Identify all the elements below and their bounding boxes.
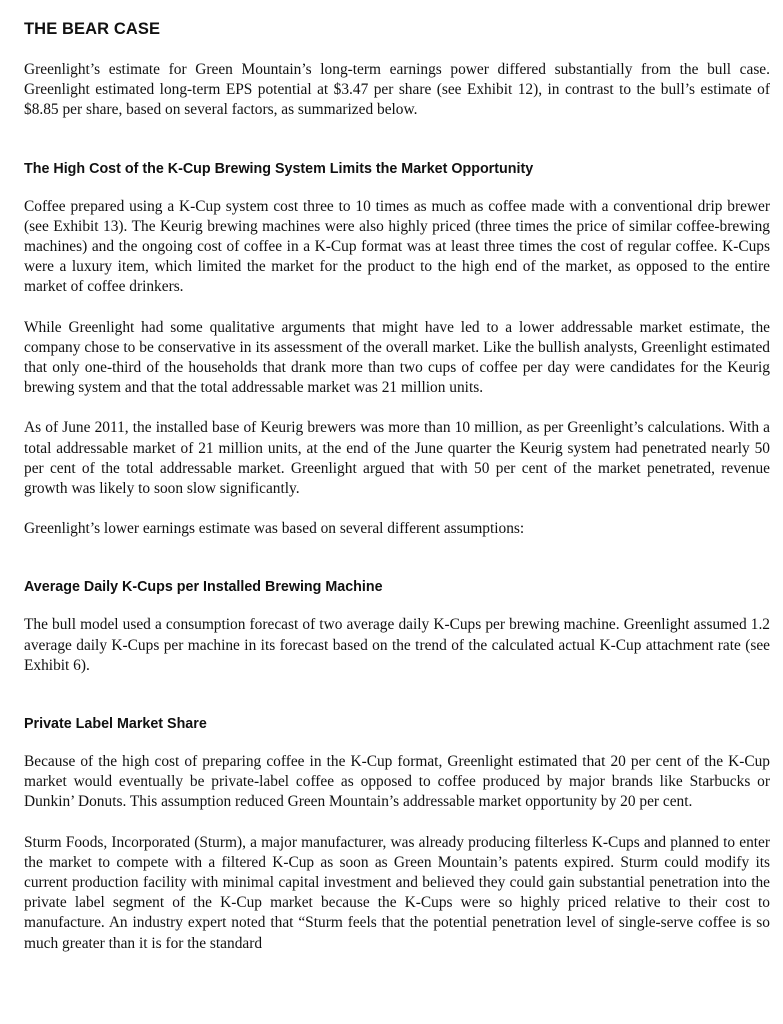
document-page	[24, 18, 770, 954]
body-paragraph: Coffee prepared using a K-Cup system cost three to 10 times as much as coffee made with a conventional drip brewer (see Exhibit 13). The Keurig brewing machines were also highly priced (three times the price of similar coffee-brewing machines) and the ongoing cost of coffee in a K-Cup format was at least three times the cost of regular coffee. K-Cups were a luxury item, which limited the market for the product to the high end of the market, as opposed to the entire market of coffee drinkers.	[24, 197, 770, 296]
intro-paragraph: Greenlight’s estimate for Green Mountain’s long-term earnings power differed substantially from the bull case. Greenlight estimated long-term EPS potential at $3.47 per share (see Exhibit 12), in contrast to the bull’s estimate of $8.85 per share, based on several factors, as summarized below.	[24, 61, 770, 119]
body-paragraph: Sturm Foods, Incorporated (Sturm), a major manufacturer, was already producing filterless K-Cups and planned to enter the market to compete with a filtered K-Cup as soon as Green Mountain’s patents expired. Sturm could modify its current production facility with minimal capital investment and believed they could gain substantial penetration into the private label segment of the K-Cup market because the K-Cups were so highly priced relative to their cost to manufacture. An industry expert noted that “Sturm feels that the potential penetration level of single-serve coffee is so much greater than it is for the standard	[24, 833, 770, 952]
section-heading-average-daily-kcups: Average Daily K-Cups per Installed Brewing Machine	[24, 579, 383, 596]
body-paragraph: The bull model used a consumption forecast of two average daily K-Cups per brewing machine. Greenlight assumed 1.2 average daily K-Cups per machine in its forecast based on the trend of the calculated actual K-Cup attachment rate (see Exhibit 6).	[24, 616, 770, 674]
page-title: THE BEAR CASE	[24, 20, 161, 38]
section-heading-high-cost: The High Cost of the K-Cup Brewing System Limits the Market Opportunity	[24, 160, 534, 177]
body-paragraph: As of June 2011, the installed base of Keurig brewers was more than 10 million, as per Greenlight’s calculations. With a total addressable market of 21 million units, at the end of the June quarter the Keurig system had penetrated nearly 50 per cent of the total addressable market. Greenlight argued that with 50 per cent of the market penetrated, revenue growth was likely to soon slow significantly.	[24, 419, 770, 498]
section-heading-private-label: Private Label Market Share	[24, 716, 207, 733]
body-paragraph: While Greenlight had some qualitative arguments that might have led to a lower addressable market estimate, the company chose to be conservative in its assessment of the overall market. Like the bullish analysts, Greenlight estimated that only one-third of the households that drank more than two cups of coffee per day were candidates for the Keurig brewing system and that the total addressable market was 21 million units.	[24, 318, 770, 397]
body-paragraph: Greenlight’s lower earnings estimate was based on several different assumptions:	[24, 520, 525, 538]
body-paragraph: Because of the high cost of preparing coffee in the K-Cup format, Greenlight estimated that 20 per cent of the K-Cup market would eventually be private-label coffee as opposed to coffee produced by major brands like Starbucks or Dunkin’ Donuts. This assumption reduced Green Mountain’s addressable market opportunity by 20 per cent.	[24, 753, 770, 811]
